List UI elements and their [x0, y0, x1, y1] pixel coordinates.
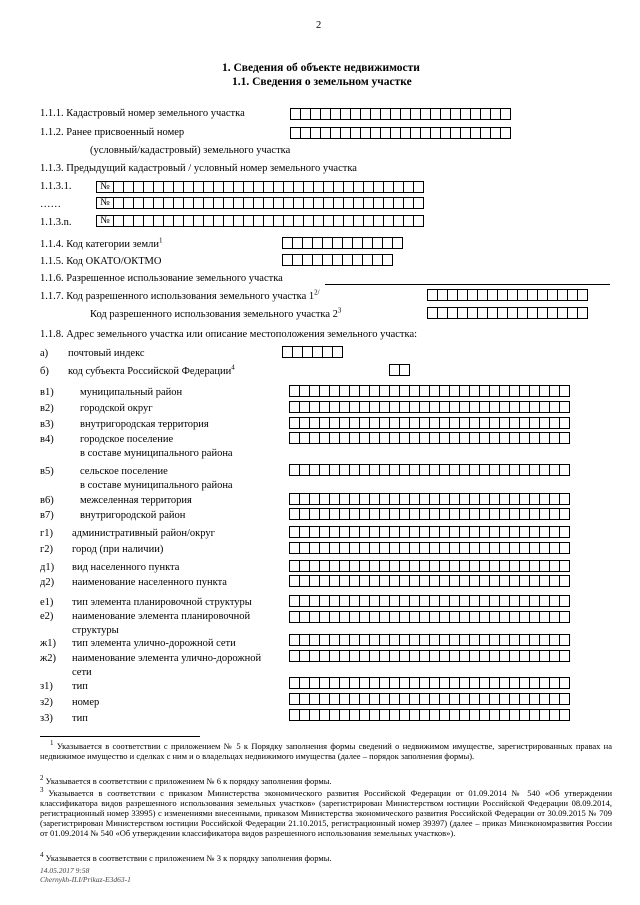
addr-label: тип элемента планировочной структуры [72, 597, 252, 608]
building-number-cells[interactable] [289, 693, 569, 705]
addr-label: городской округ [80, 403, 153, 414]
addr-label: внутригородская территория [80, 419, 209, 430]
addr-mark: в6) [40, 495, 54, 506]
urban-settlement-cells[interactable] [289, 432, 569, 444]
addr-mark: е1) [40, 597, 54, 608]
addr-mark: з1) [40, 681, 53, 692]
city-district-cells[interactable] [289, 508, 569, 520]
addr-label: межселенная территория [80, 495, 192, 506]
addr-mark: а) [40, 348, 49, 359]
planning-name-cells[interactable] [289, 611, 569, 623]
permitted-code-1-cells[interactable] [427, 289, 587, 301]
label-address: 1.1.8. Адрес земельного участка или описание местоположения земельного участка: [40, 329, 418, 340]
addr-mark: в2) [40, 403, 54, 414]
page-number: 2 [316, 20, 322, 31]
addr-mark: д1) [40, 562, 55, 573]
entry-cell[interactable] [382, 254, 393, 266]
entry-cell[interactable] [559, 508, 570, 520]
addr-label: почтовый индекс [68, 348, 145, 359]
entry-cell[interactable] [559, 677, 570, 689]
previous-number-cells[interactable] [290, 127, 510, 139]
addr-label: структуры [72, 625, 119, 636]
label-permitted-code-1: 1.1.7. Код разрешенного использования земельного участка $1^{2/}$ [40, 288, 320, 302]
prev-number-dots-cells[interactable] [96, 197, 423, 209]
addr-label: административный район/округ [72, 528, 215, 539]
addr-label: внутригородской район [80, 510, 186, 521]
municipal-cells-row2[interactable] [289, 401, 569, 413]
planning-type-cells[interactable] [289, 595, 569, 607]
addr-mark: в5) [40, 466, 54, 477]
addr-mark: ж1) [40, 638, 57, 649]
addr-label: номер [72, 697, 100, 708]
okato-cells[interactable] [282, 254, 392, 266]
addr-label: наименование элемента улично-дорожной [72, 653, 262, 664]
footnote-2: $^2$ Указывается в соответствии с приложением № 6 к порядку заполнения формы. [40, 774, 332, 786]
entry-cell[interactable] [577, 289, 588, 301]
entry-cell[interactable] [559, 693, 570, 705]
entry-cell[interactable] [413, 181, 424, 193]
label-previous-cadastral: 1.1.3. Предыдущий кадастровый / условный номер земельного участка [40, 163, 357, 174]
entry-cell[interactable] [559, 634, 570, 646]
number-sign-cell: № [96, 197, 114, 209]
label-previous-number-2: (условный/кадастровый) земельного участка [90, 145, 291, 156]
number-sign-cell: № [96, 215, 114, 227]
label-okato: 1.1.5. Код ОКАТО/ОКТМО [40, 256, 162, 267]
prev-number-1-cells[interactable] [96, 181, 423, 193]
permitted-code-2-cells[interactable] [427, 307, 587, 319]
addr-mark: ж2) [40, 653, 57, 664]
footnote-separator [40, 736, 200, 737]
admin-district-cells[interactable] [289, 526, 569, 538]
prev-number-n-cells[interactable] [96, 215, 423, 227]
print-stamp [40, 866, 131, 884]
addr-mark: з3) [40, 713, 53, 724]
label-dots: …… [40, 199, 61, 210]
label-land-category: 1.1.4. Код категории земли$^1$ [40, 236, 163, 250]
addr-label: наименование элемента планировочной [72, 611, 251, 622]
entry-cell[interactable] [559, 575, 570, 587]
footnote-3: $^3$ Указывается в соответствии с приказом Министерства экономического развития Российской Федерации от 01.09.2014 № 540 «Об утверждении классификатора видов разрешенного использования земельных участков» (зарегистрирован Министерством юстиции Российской Федерации 08.09.2014, регистрационный номер 33995) с изменениями внесенными, приказом Министерства экономического развития Российской Федерации от 30.09.2015 № 709 (зарегистрирован Министерством юстиции Российской Федерации 21.10.2015, регистрационный номер 39397) (далее – приказ Минэкономразвития России от 01.09.2014 № 540 «Об утверждении классификатора видов разрешенного использования земельных участков»). [40, 786, 612, 838]
entry-cell[interactable] [559, 526, 570, 538]
street-name-cells[interactable] [289, 650, 569, 662]
land-category-cells[interactable] [282, 237, 402, 249]
permitted-use-line[interactable] [325, 284, 610, 285]
entry-cell[interactable] [559, 560, 570, 572]
number-sign-cell: № [96, 181, 114, 193]
section-heading: 1. Сведения об объекте недвижимости [222, 62, 420, 74]
street-type-cells[interactable] [289, 634, 569, 646]
addr-mark: е2) [40, 611, 54, 622]
entry-cell[interactable] [559, 611, 570, 623]
entry-cell[interactable] [559, 542, 570, 554]
stamp-file: Chernykh-ILI/Prikaz-E3d63-1 [40, 875, 131, 884]
entry-cell[interactable] [559, 709, 570, 721]
footnote-4: $^4$ Указывается в соответствии с приложением № 3 к порядку заполнения формы. [40, 851, 332, 863]
label-cadastral-number: 1.1.1. Кадастровый номер земельного участка [40, 108, 245, 119]
label-permitted-code-2: Код разрешенного использования земельного участка $2^3$ [90, 306, 342, 320]
addr-label: муниципальный район [80, 387, 183, 398]
addr-label: тип элемента улично-дорожной сети [72, 638, 236, 649]
addr-label: тип [72, 713, 88, 724]
addr-label: код субъекта Российской Федерации$^4$ [68, 363, 235, 377]
entry-cell[interactable] [559, 401, 570, 413]
addr-mark: д2) [40, 577, 55, 588]
entry-cell[interactable] [559, 432, 570, 444]
addr-mark: г1) [40, 528, 54, 539]
entry-cell[interactable] [559, 385, 570, 397]
addr-label: городское поселение [80, 434, 174, 445]
entry-cell[interactable] [500, 127, 511, 139]
label-113n: 1.1.3.n. [40, 217, 72, 228]
addr-label: город (при наличии) [72, 544, 164, 555]
label-1131: 1.1.3.1. [40, 181, 72, 192]
addr-label: в составе муниципального района [80, 480, 233, 491]
building-type-cells[interactable] [289, 677, 569, 689]
stamp-date: 14.05.2017 9:58 [40, 866, 90, 875]
entry-cell[interactable] [559, 417, 570, 429]
municipal-cells-row1[interactable] [289, 385, 569, 397]
label-permitted-use: 1.1.6. Разрешенное использование земельного участка [40, 273, 283, 284]
addr-label: тип [72, 681, 88, 692]
entry-cell[interactable] [559, 464, 570, 476]
addr-label: сельское поселение [80, 466, 168, 477]
entry-cell[interactable] [559, 650, 570, 662]
entry-cell[interactable] [559, 595, 570, 607]
addr-label: наименование населенного пункта [72, 577, 227, 588]
entry-cell[interactable] [413, 197, 424, 209]
addr-mark: з2) [40, 697, 53, 708]
city-cells[interactable] [289, 542, 569, 554]
addr-label: сети [72, 667, 92, 678]
entry-cell[interactable] [500, 108, 511, 120]
addr-mark: в7) [40, 510, 54, 521]
municipal-cells-row3[interactable] [289, 417, 569, 429]
entry-cell[interactable] [577, 307, 588, 319]
addr-mark: в4) [40, 434, 54, 445]
entry-cell[interactable] [392, 237, 403, 249]
footnote-1: $^1$ Указывается в соответствии с приложением № 5 к Порядку заполнения формы сведений о недвижимом имуществе, зарегистрированных правах на недвижимое имущество и сделках с ним и о владельцах недвижимого имущества (далее – порядок заполнения формы). [40, 739, 613, 761]
region-code-cells[interactable] [389, 364, 409, 376]
addr-mark: б) [40, 366, 49, 377]
addr-mark: в1) [40, 387, 54, 398]
entry-cell[interactable] [332, 346, 343, 358]
label-previous-number: 1.1.2. Ранее присвоенный номер [40, 127, 185, 138]
inter-settlement-cells[interactable] [289, 493, 569, 505]
entry-cell[interactable] [399, 364, 410, 376]
structure-type-cells[interactable] [289, 709, 569, 721]
entry-cell[interactable] [413, 215, 424, 227]
rural-settlement-cells[interactable] [289, 464, 569, 476]
locality-name-cells[interactable] [289, 575, 569, 587]
cadastral-number-cells[interactable] [290, 108, 510, 120]
addr-label: в составе муниципального района [80, 448, 233, 459]
postal-index-cells[interactable] [282, 346, 342, 358]
addr-mark: г2) [40, 544, 54, 555]
addr-label: вид населенного пункта [72, 562, 180, 573]
subsection-heading: 1.1. Сведения о земельном участке [232, 76, 412, 88]
addr-mark: в3) [40, 419, 54, 430]
entry-cell[interactable] [559, 493, 570, 505]
locality-type-cells[interactable] [289, 560, 569, 572]
